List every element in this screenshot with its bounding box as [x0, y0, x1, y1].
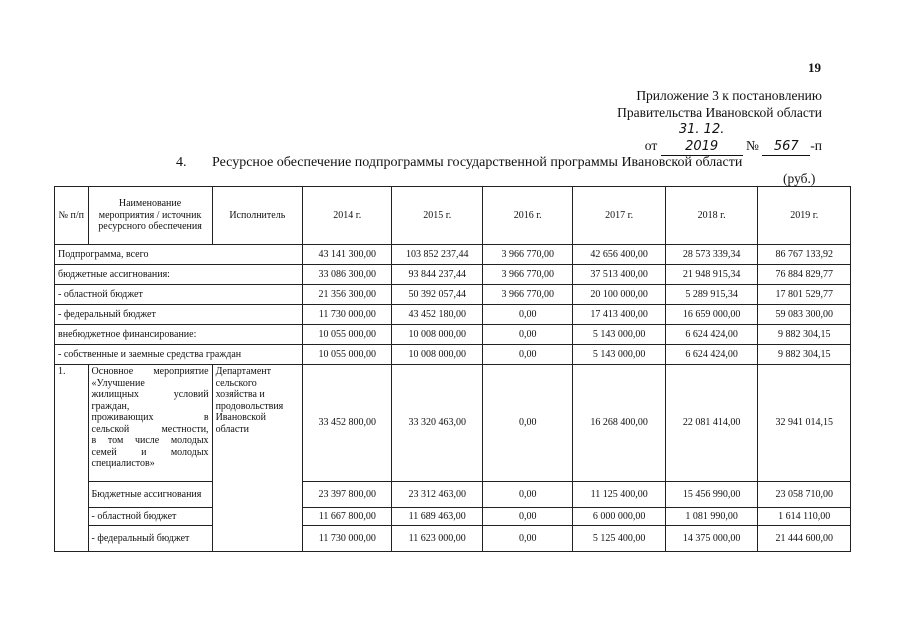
cell-value: 17 413 400,00 [573, 305, 666, 325]
cell-value: 5 125 400,00 [573, 526, 666, 552]
header-year: 2015 г. [392, 187, 482, 245]
event-name-line: проживающих в [91, 412, 209, 423]
cell-value: 33 320 463,00 [392, 365, 482, 482]
event-row [55, 365, 851, 482]
table-row [55, 508, 851, 526]
cell-value: 14 375 000,00 [665, 526, 758, 552]
cell-value: 43 452 180,00 [392, 305, 482, 325]
cell-value: 6 000 000,00 [573, 508, 666, 526]
cell-value: 1 614 110,00 [758, 508, 851, 526]
number-label: № [746, 138, 759, 153]
header-year: 2018 г. [665, 187, 758, 245]
cell-value: 10 008 000,00 [392, 325, 482, 345]
cell-value: 22 081 414,00 [665, 365, 758, 482]
row-label: - федеральный бюджет [55, 305, 303, 325]
row-label: Бюджетные ассигнования [88, 482, 212, 508]
cell-value: 42 656 400,00 [573, 245, 666, 265]
cell-value: 21 948 915,34 [665, 265, 758, 285]
cell-value: 5 143 000,00 [573, 325, 666, 345]
cell-value: 0,00 [482, 508, 572, 526]
event-name-line: сельской местности, [91, 423, 209, 435]
cell-value: 5 143 000,00 [573, 345, 666, 365]
appendix-line-3 [560, 121, 822, 156]
header-year: 2014 г. [303, 187, 392, 245]
cell-value: 11 730 000,00 [303, 526, 392, 552]
cell-value: 103 852 237,44 [392, 245, 482, 265]
table-row [55, 345, 851, 365]
page-number: 19 [808, 60, 821, 75]
handwritten-number: 567 [762, 138, 810, 156]
cell-value: 10 008 000,00 [392, 345, 482, 365]
event-number: 1. [55, 365, 89, 552]
cell-value: 9 882 304,15 [758, 325, 851, 345]
event-name-line: граждан, [91, 400, 130, 412]
appendix-header [560, 87, 822, 156]
cell-value: 50 392 057,44 [392, 285, 482, 305]
cell-value: 10 055 000,00 [303, 325, 392, 345]
cell-value: 15 456 990,00 [665, 482, 758, 508]
row-label: внебюджетное финансирование: [55, 325, 303, 345]
cell-value: 3 966 770,00 [482, 265, 572, 285]
cell-value: 9 882 304,15 [758, 345, 851, 365]
from-label: от [644, 138, 658, 153]
cell-value: 23 058 710,00 [758, 482, 851, 508]
event-name-line: в том числе молодых [91, 435, 209, 446]
row-label: - собственные и заемные средства граждан [55, 345, 303, 365]
table-row [55, 305, 851, 325]
header-row [55, 187, 851, 245]
event-name [88, 365, 212, 482]
event-name-line: жилищных условий [91, 389, 209, 400]
cell-value: 21 444 600,00 [758, 526, 851, 552]
cell-value: 6 624 424,00 [665, 325, 758, 345]
header-year: 2016 г. [482, 187, 572, 245]
table-row [55, 526, 851, 552]
cell-value: 33 086 300,00 [303, 265, 392, 285]
row-label: - федеральный бюджет [88, 526, 212, 552]
cell-value: 93 844 237,44 [392, 265, 482, 285]
cell-value: 0,00 [482, 325, 572, 345]
table-row [55, 482, 851, 508]
cell-value: 11 125 400,00 [573, 482, 666, 508]
cell-value: 11 623 000,00 [392, 526, 482, 552]
cell-value: 0,00 [482, 345, 572, 365]
cell-value: 11 689 463,00 [392, 508, 482, 526]
cell-value: 16 659 000,00 [665, 305, 758, 325]
header-name: Наименование мероприятия / источник ресурсного обеспечения [88, 187, 212, 245]
table-row [55, 325, 851, 345]
cell-value: 1 081 990,00 [665, 508, 758, 526]
cell-value: 3 966 770,00 [482, 245, 572, 265]
header-num: № п/п [55, 187, 89, 245]
row-label: Подпрограмма, всего [55, 245, 303, 265]
header-year: 2019 г. [758, 187, 851, 245]
cell-value: 20 100 000,00 [573, 285, 666, 305]
table-row [55, 265, 851, 285]
table-row [55, 285, 851, 305]
event-name-line: семей и молодых [91, 446, 209, 458]
cell-value: 43 141 300,00 [303, 245, 392, 265]
row-label: - областной бюджет [88, 508, 212, 526]
handwritten-date: 31. 12. 2019 [661, 121, 743, 156]
cell-value: 21 356 300,00 [303, 285, 392, 305]
cell-value: 0,00 [482, 482, 572, 508]
cell-value: 28 573 339,34 [665, 245, 758, 265]
number-suffix: -п [810, 138, 822, 153]
row-label: - областной бюджет [55, 285, 303, 305]
cell-value: 0,00 [482, 305, 572, 325]
currency-unit: (руб.) [783, 171, 816, 186]
table-row [55, 245, 851, 265]
section-number: 4. [176, 155, 187, 170]
cell-value: 33 452 800,00 [303, 365, 392, 482]
event-name-line: Основное мероприятие [91, 366, 209, 377]
cell-value: 11 667 800,00 [303, 508, 392, 526]
event-name-line: «Улучшение [91, 377, 145, 389]
header-year: 2017 г. [573, 187, 666, 245]
header-executor: Исполнитель [212, 187, 302, 245]
cell-value: 6 624 424,00 [665, 345, 758, 365]
cell-value: 5 289 915,34 [665, 285, 758, 305]
appendix-line-2: Правительства Ивановской области [617, 105, 822, 120]
section-title [176, 155, 742, 171]
cell-value: 16 268 400,00 [573, 365, 666, 482]
cell-value: 0,00 [482, 526, 572, 552]
cell-value: 37 513 400,00 [573, 265, 666, 285]
cell-value: 17 801 529,77 [758, 285, 851, 305]
cell-value: 0,00 [482, 365, 572, 482]
resource-table [54, 186, 851, 552]
event-name-line: специалистов» [91, 458, 155, 469]
appendix-line-1: Приложение 3 к постановлению [636, 88, 822, 103]
cell-value: 11 730 000,00 [303, 305, 392, 325]
section-title-text: Ресурсное обеспечение подпрограммы государственной программы Ивановской области [212, 155, 743, 170]
cell-value: 23 312 463,00 [392, 482, 482, 508]
event-executor: Департамент сельского хозяйства и продовольствия Ивановской области [212, 365, 302, 552]
cell-value: 76 884 829,77 [758, 265, 851, 285]
cell-value: 59 083 300,00 [758, 305, 851, 325]
cell-value: 86 767 133,92 [758, 245, 851, 265]
row-label: бюджетные ассигнования: [55, 265, 303, 285]
cell-value: 32 941 014,15 [758, 365, 851, 482]
cell-value: 3 966 770,00 [482, 285, 572, 305]
cell-value: 23 397 800,00 [303, 482, 392, 508]
cell-value: 10 055 000,00 [303, 345, 392, 365]
